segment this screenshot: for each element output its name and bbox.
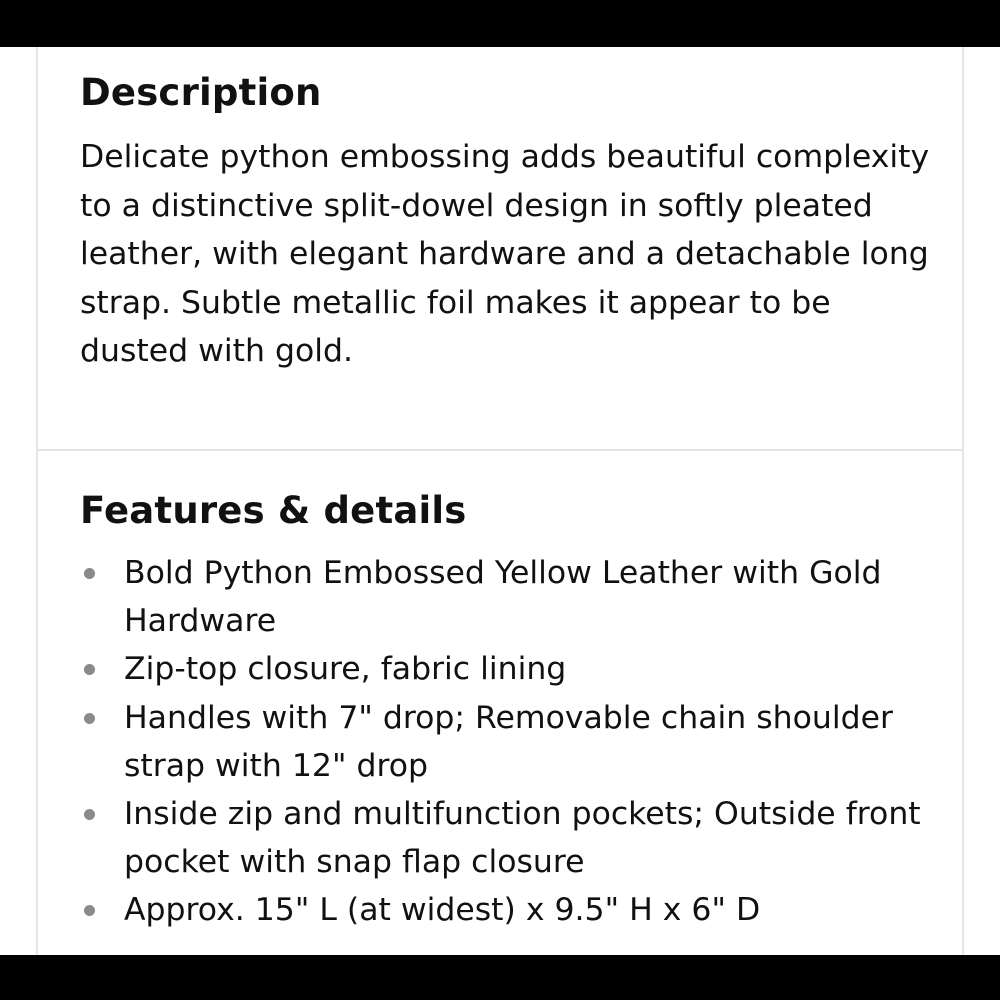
feature-item (80, 790, 950, 886)
description-section (36, 47, 964, 451)
features-title: Features & details (80, 489, 467, 532)
bullet-icon (84, 664, 95, 675)
feature-text: Approx. 15" L (at widest) x 9.5" H x 6" D (124, 892, 761, 929)
product-page (0, 47, 1000, 955)
features-section (36, 451, 964, 955)
description-title: Description (80, 71, 322, 114)
bullet-icon (84, 809, 95, 820)
feature-text: Handles with 7" drop; Removable chain shoulder strap with 12" drop (124, 699, 893, 784)
feature-item (80, 549, 950, 645)
bullet-icon (84, 568, 95, 579)
description-text: Delicate python embossing adds beautiful complexity to a distinctive split-dowel design in softly pleated leather, with elegant hardware and a detachable long strap. Subtle metallic foil makes it appear to be dusted with gold. (80, 139, 930, 369)
feature-text: Inside zip and multifunction pockets; Outside front pocket with snap flap closure (124, 796, 921, 881)
bullet-icon (84, 905, 95, 916)
feature-item (80, 694, 950, 790)
bullet-icon (84, 713, 95, 724)
feature-text: Zip-top closure, fabric lining (124, 651, 567, 688)
features-list (80, 549, 950, 935)
feature-item (80, 886, 950, 934)
feature-text: Bold Python Embossed Yellow Leather with Gold Hardware (124, 555, 882, 640)
feature-item (80, 645, 950, 693)
